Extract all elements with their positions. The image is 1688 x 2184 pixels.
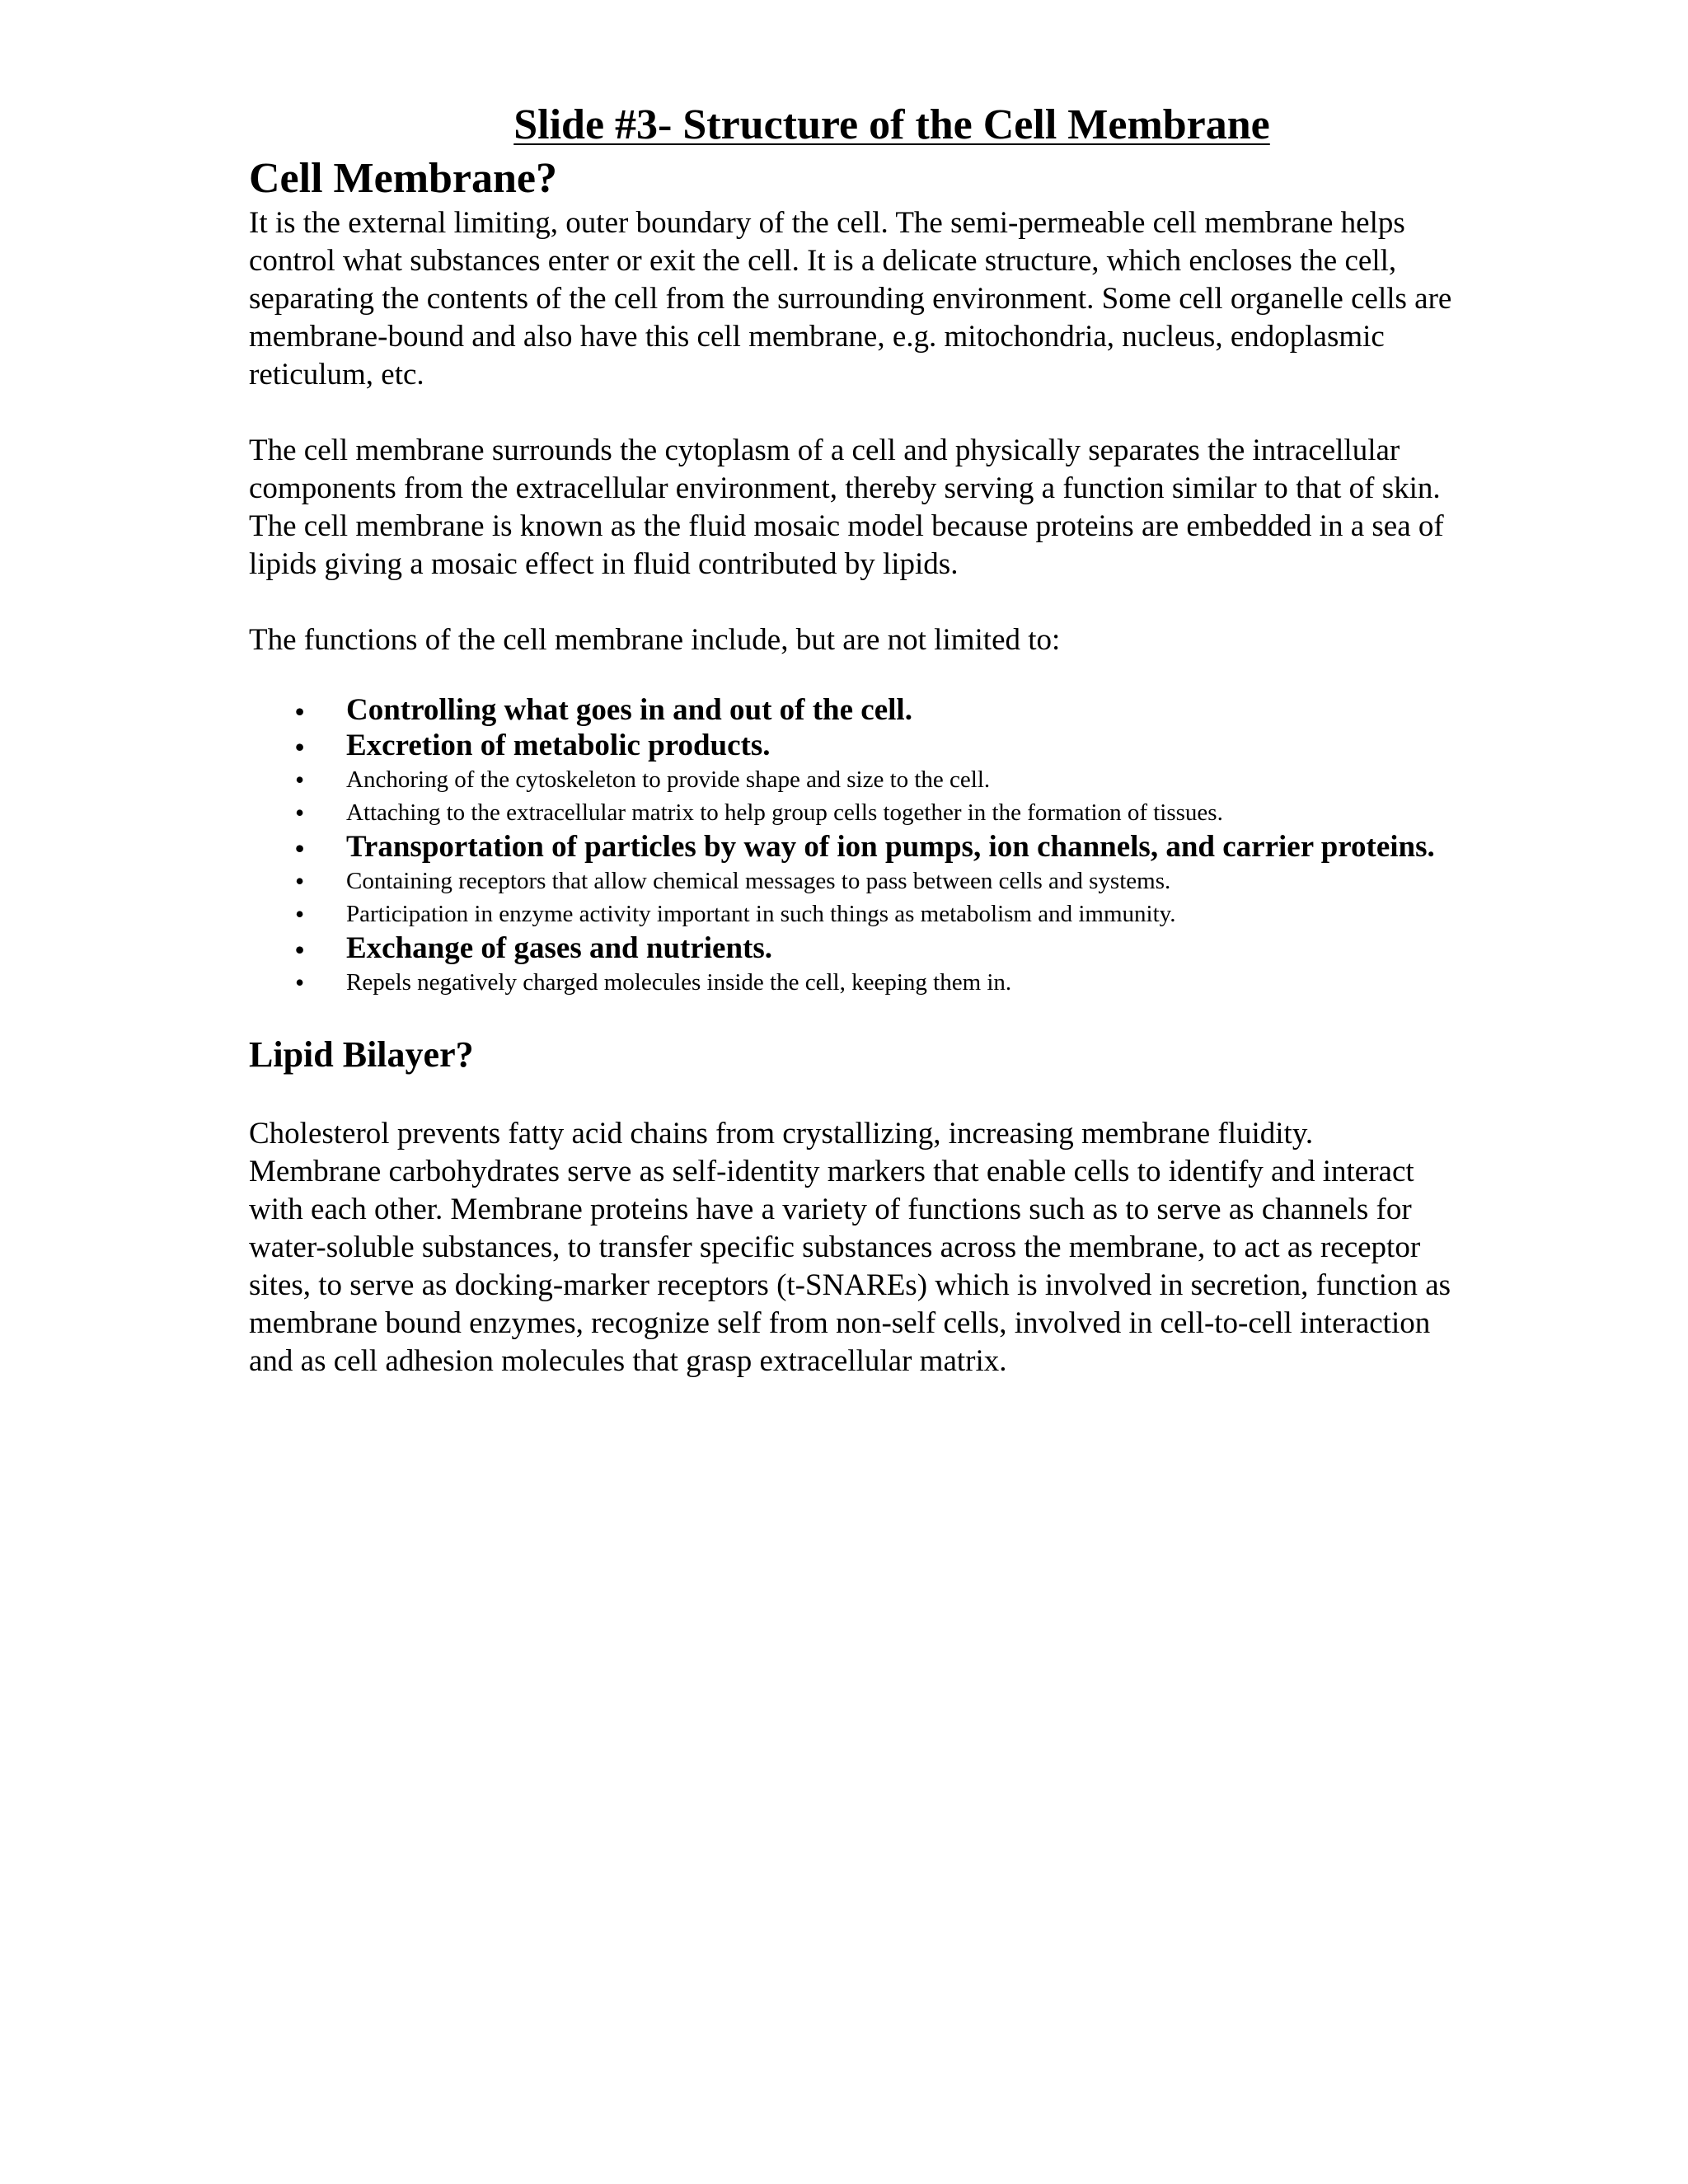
list-item [295, 728, 1452, 763]
bullet-icon: • [295, 798, 305, 827]
page-title: Slide #3- Structure of the Cell Membrane [513, 101, 1270, 148]
bullet-icon: • [295, 833, 305, 863]
bullet-icon: • [295, 732, 305, 762]
list-item-text: Anchoring of the cytoskeleton to provide shape and size to the cell. [346, 766, 991, 793]
bullet-icon: • [295, 935, 305, 964]
bullet-icon: • [295, 765, 305, 794]
list-item [295, 930, 1452, 966]
list-item [295, 966, 1452, 999]
list-item [295, 692, 1452, 728]
section-heading-lipid-bilayer: Lipid Bilayer? [249, 1034, 474, 1075]
list-item-text: Excretion of metabolic products. [346, 729, 771, 762]
functions-list [249, 692, 1452, 999]
paragraph-definition: It is the external limiting, outer boundary of the cell. The semi-permeable cell membrane helps control what substances enter or exit the cell. It is a delicate structure, which encloses the cell, separating the contents of the cell from the surrounding environment. Some cell organelle cells are membrane-bound and also have this cell membrane, e.g. mitochondria, nucleus, endoplasmic reticulum, etc. [249, 206, 1452, 391]
list-item-text: Transportation of particles by way of ion pumps, ion channels, and carrier proteins. [346, 830, 1435, 864]
list-item [295, 763, 1452, 796]
list-item-text: Participation in enzyme activity important in such things as metabolism and immunity. [346, 901, 1176, 927]
list-item [295, 796, 1452, 829]
list-item-text: Containing receptors that allow chemical messages to pass between cells and systems. [346, 868, 1171, 894]
paragraph-lipid-bilayer: Cholesterol prevents fatty acid chains from crystallizing, increasing membrane fluidity. Membrane carbohydrates serve as self-identity markers that enable cells to identify and interact with each other. Membrane proteins have a variety of functions such as to serve as channels for water-soluble substances, to transfer specific substances across the membrane, to act as receptor sites, to serve as docking-marker receptors (t-SNAREs) which is involved in secretion, function as membrane bound enzymes, recognize self from non-self cells, involved in cell-to-cell interaction and as cell adhesion molecules that grasp extracellular matrix. [249, 1117, 1451, 1378]
section-heading-cell-membrane: Cell Membrane? [249, 155, 558, 202]
list-item-text: Controlling what goes in and out of the cell. [346, 693, 912, 727]
list-item [295, 865, 1452, 898]
list-item-text: Exchange of gases and nutrients. [346, 931, 773, 965]
bullet-icon: • [295, 968, 305, 997]
list-item-text: Repels negatively charged molecules inside the cell, keeping them in. [346, 969, 1012, 996]
functions-intro: The functions of the cell membrane include, but are not limited to: [249, 623, 1061, 657]
list-item-text: Attaching to the extracellular matrix to help group cells together in the formation of tissues. [346, 799, 1223, 826]
list-item [295, 898, 1452, 930]
list-item [295, 829, 1452, 865]
document-page [249, 97, 1452, 1380]
bullet-icon: • [295, 696, 305, 726]
paragraph-fluid-mosaic: The cell membrane surrounds the cytoplasm of a cell and physically separates the intracellular components from the extracellular environment, thereby serving a function similar to that of skin. The cell membrane is known as the fluid mosaic model because proteins are embedded in a sea of lipids giving a mosaic effect in fluid contributed by lipids. [249, 434, 1444, 581]
bullet-icon: • [295, 899, 305, 929]
bullet-icon: • [295, 866, 305, 896]
